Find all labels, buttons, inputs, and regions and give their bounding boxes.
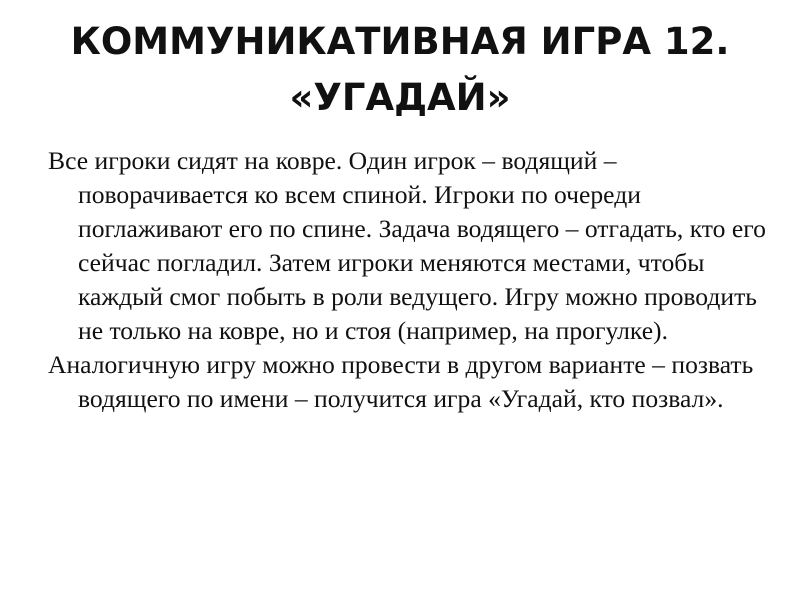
slide-title-line-1: КОММУНИКАТИВНАЯ ИГРА 12.: [70, 20, 730, 63]
slide-body: [48, 144, 772, 416]
body-paragraph-game-variant: Аналогичную игру можно провести в другом варианте – позвать водящего по имени – получится игра «Угадай, кто позвал».: [48, 350, 754, 413]
slide-title-line-2: «УГАДАЙ»: [289, 76, 511, 119]
slide-title: [40, 14, 760, 126]
body-paragraph-game-description: Все игроки сидят на ковре. Один игрок – водящий – поворачивается ко всем спиной. Игроки по очереди поглаживают его по спине. Задача водящего – отгадать, кто его сейчас погладил. Затем игроки меняются местами, чтобы каждый смог побыть в роли ведущего. Игру можно проводить не только на ковре, но и стоя (например, на прогулке).: [48, 146, 766, 345]
